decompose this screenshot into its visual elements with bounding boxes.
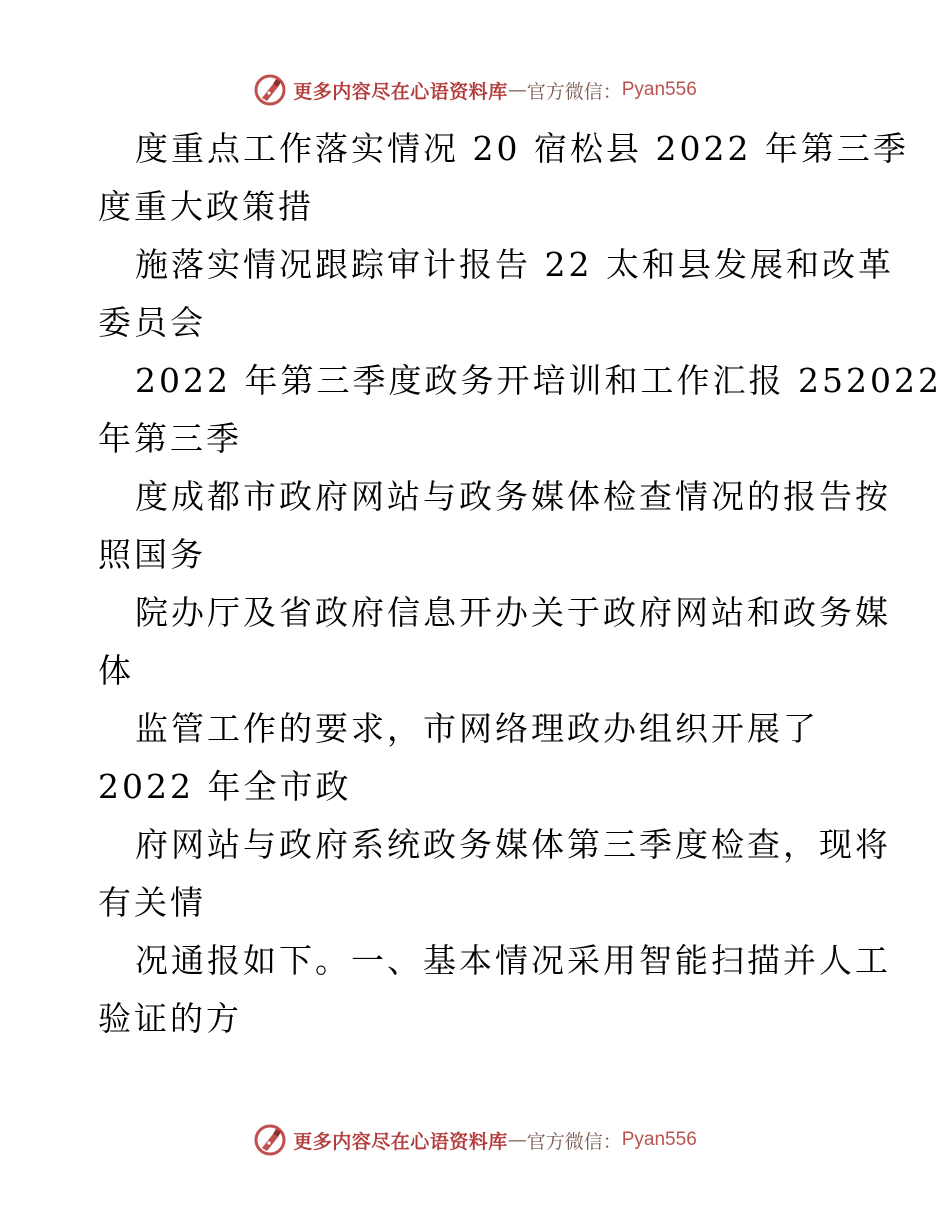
banner-separator: —: [507, 79, 527, 101]
pen-nib-circle-icon: [253, 1123, 287, 1157]
document-body: [98, 120, 942, 1048]
paragraph-first-line: 况通报如下。一、基本情况采用智能扫描并人工: [135, 941, 891, 980]
paragraph-first-line: 院办厅及省政府信息开办关于政府网站和政务媒: [135, 593, 891, 632]
paragraph: [98, 468, 891, 584]
paragraph: [98, 700, 858, 816]
paragraph: [98, 584, 891, 700]
paragraph: [98, 932, 891, 1048]
header-watermark-banner: [0, 70, 950, 110]
paragraph: [98, 816, 891, 932]
paragraph-first-line: 施落实情况跟踪审计报告 22 太和县发展和改革: [135, 245, 894, 284]
banner-wechat-id: Pyan556: [621, 79, 697, 100]
paragraph-first-line: 度成都市政府网站与政务媒体检查情况的报告按: [135, 477, 891, 516]
paragraph-continuation: 验证的方: [98, 999, 242, 1038]
paragraph-continuation: 照国务: [98, 535, 206, 574]
paragraph: [98, 352, 942, 468]
paragraph-first-line: 度重点工作落实情况 20 宿松县 2022 年第三季: [135, 129, 909, 168]
banner-separator: —: [507, 1129, 527, 1151]
paragraph-first-line: 府网站与政府系统政务媒体第三季度检查，现将: [135, 825, 891, 864]
banner-site-text: 更多内容尽在心语资料库: [293, 1130, 508, 1153]
banner-wechat-label: 官方微信：: [526, 80, 622, 103]
banner-site-text: 更多内容尽在心语资料库: [293, 80, 508, 103]
paragraph-continuation: 2022 年全市政: [98, 767, 352, 806]
banner-wechat-id: Pyan556: [621, 1129, 697, 1150]
paragraph: [98, 120, 909, 236]
paragraph-continuation: 体: [98, 651, 134, 690]
paragraph-continuation: 度重大政策措: [98, 187, 314, 226]
banner-wechat-label: 官方微信：: [526, 1130, 622, 1153]
paragraph-first-line: 2022 年第三季度政务开培训和工作汇报 252022: [135, 361, 942, 400]
paragraph-continuation: 有关情: [98, 883, 206, 922]
paragraph-continuation: 委员会: [98, 303, 206, 342]
pen-nib-circle-icon: [253, 73, 287, 107]
paragraph-first-line: 监管工作的要求，市网络理政办组织开展了: [135, 709, 819, 748]
footer-watermark-banner: [0, 1120, 950, 1160]
paragraph: [98, 236, 894, 352]
paragraph-continuation: 年第三季: [98, 419, 242, 458]
